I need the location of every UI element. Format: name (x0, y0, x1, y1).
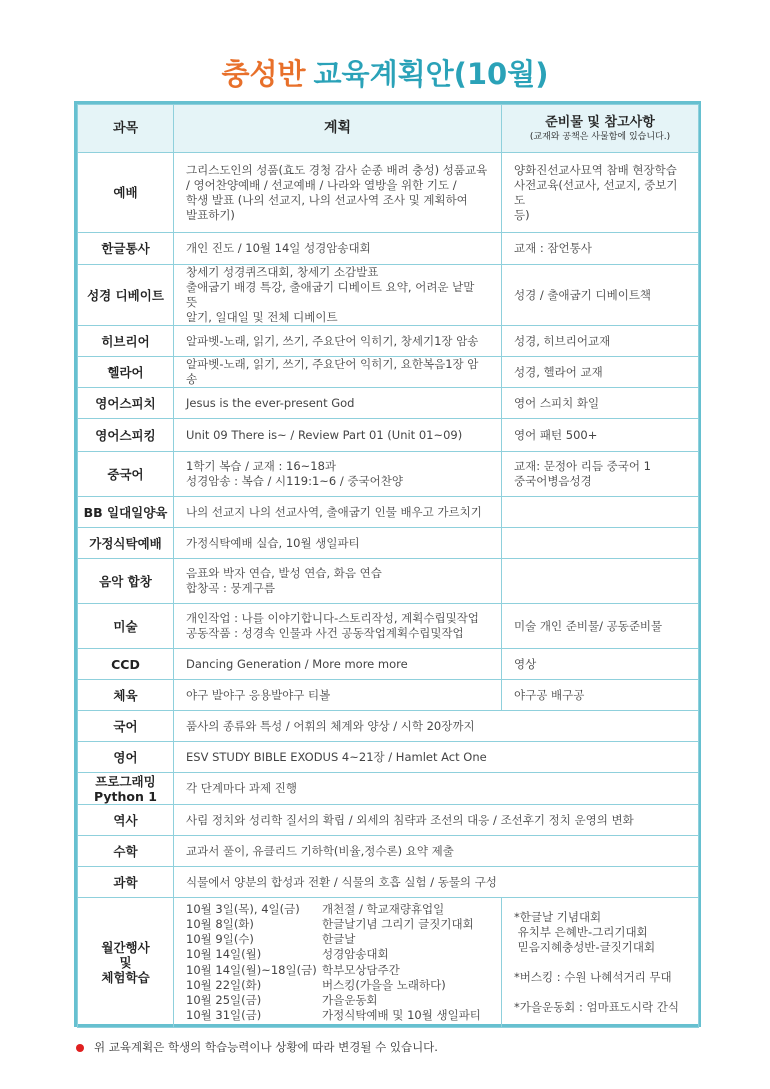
subject-line: 음악 합창 (99, 573, 152, 589)
materials-cell (502, 388, 699, 419)
table-row (78, 326, 699, 357)
subject-cell (78, 680, 174, 711)
plan-line: / 영어찬양예배 / 선교예배 / 나라와 열방을 위한 기도 / (186, 177, 457, 192)
schedule-date: 10월 22일(화) (186, 977, 262, 992)
table-row (78, 153, 699, 233)
subject-line: 헬라어 (107, 364, 144, 380)
plan-line: 사림 정치와 성리학 질서의 확립 / 외세의 침략과 조선의 대응 / 조선후기 정치 운영의 변화 (186, 812, 634, 827)
materials-cell (502, 559, 699, 604)
materials-line: 성경, 히브리어교재 (514, 333, 611, 348)
schedule-date: 10월 25일(금) (186, 992, 262, 1007)
subject-cell (78, 233, 174, 265)
table-row (78, 497, 699, 528)
schedule-item (186, 902, 489, 917)
subject-line: Python 1 (94, 788, 157, 804)
table-row (78, 559, 699, 604)
subject-line: 영어스피킹 (95, 427, 156, 443)
schedule-item (186, 932, 489, 947)
plan-cell (174, 357, 502, 388)
plan-line: Dancing Generation / More more more (186, 656, 408, 671)
table-row (78, 773, 699, 805)
schedule-item (186, 978, 489, 993)
materials-cell (502, 233, 699, 265)
plan-cell (174, 649, 502, 680)
plan-line: Unit 09 There is~ / Review Part 01 (Unit 01~09) (186, 427, 463, 442)
subject-cell (78, 773, 174, 805)
schedule-item (186, 947, 489, 962)
schedule-item (186, 993, 489, 1008)
schedule-event: 한글날 (322, 932, 356, 947)
plan-cell (174, 604, 502, 649)
table-row (78, 528, 699, 559)
subject-line: BB 일대일양육 (83, 504, 168, 520)
subject-line: 체육 (113, 687, 138, 703)
materials-cell (502, 419, 699, 452)
plan-line: 식물에서 양분의 합성과 전환 / 식물의 호흡 실험 / 동물의 구성 (186, 874, 497, 889)
subject-line: 영어스피치 (95, 395, 156, 411)
footnote-text: 위 교육계획은 학생의 학습능력이나 상황에 따라 변경될 수 있습니다. (94, 1040, 438, 1054)
events-row (78, 898, 699, 1028)
note-line: 유치부 은혜반-그리기대회 (514, 925, 648, 939)
subject-line: 예배 (113, 185, 138, 200)
plan-cell (174, 528, 502, 559)
plan-table-frame (74, 101, 701, 1027)
plan-line: 발표하기) (186, 207, 235, 222)
events-notes-cell (502, 898, 699, 1028)
plan-title: 교육계획안(10월) (313, 57, 549, 91)
materials-cell (502, 528, 699, 559)
subject-line: 한글통사 (101, 241, 150, 256)
note-line (514, 985, 686, 1000)
schedule-date: 10월 31일(금) (186, 1008, 262, 1023)
subject-line: CCD (111, 656, 140, 672)
materials-cell (502, 497, 699, 528)
plan-line: 창세기 성경퀴즈대회, 창세기 소감발표 (186, 265, 379, 279)
materials-cell (502, 153, 699, 233)
plan-cell (174, 836, 699, 867)
header-subject: 과목 (78, 105, 174, 153)
table-row (78, 388, 699, 419)
schedule-item (186, 917, 489, 932)
schedule-event: 개천절 / 학교재량휴업일 (322, 901, 445, 916)
schedule-item (186, 1008, 489, 1023)
table-row (78, 867, 699, 898)
class-name: 충성반 (221, 57, 306, 91)
schedule-date: 10월 14일(월) (186, 947, 262, 962)
table-row (78, 233, 699, 265)
schedule-date: 10월 8일(화) (186, 916, 254, 931)
materials-line: 중국어병음성경 (514, 474, 592, 488)
plan-line: 출애굽기 배경 특강, 출애굽기 디베이트 요약, 어려운 낱말 뜻 (186, 280, 475, 309)
note-line: *한글날 기념대회 (514, 910, 602, 924)
materials-line: 영어 패턴 500+ (514, 427, 598, 442)
schedule-list (186, 902, 489, 1024)
plan-line: 음표와 박자 연습, 발성 연습, 화음 연습 (186, 566, 382, 580)
subject-line: 과학 (113, 874, 138, 890)
subject-line: 프로그래밍 (95, 773, 156, 789)
subject-line: 히브리어 (101, 333, 150, 349)
subject-cell (78, 649, 174, 680)
schedule-event: 버스킹(가을을 노래하다) (322, 977, 446, 992)
schedule-date: 10월 9일(수) (186, 932, 254, 947)
plan-line: 개인 진도 / 10월 14일 성경암송대회 (186, 241, 371, 255)
subject-line: 중국어 (107, 466, 144, 482)
note-line: *가을운동회 : 엄마표도시락 간식 (514, 1000, 680, 1014)
bullet-dot-icon (76, 1044, 84, 1052)
plan-cell (174, 233, 502, 265)
plan-line: 성경암송 : 복습 / 시119:1~6 / 중국어찬양 (186, 474, 403, 488)
plan-line: ESV STUDY BIBLE EXODUS 4~21장 / Hamlet Act One (186, 749, 487, 764)
subject-cell (78, 559, 174, 604)
subject-cell (78, 836, 174, 867)
plan-line: 그리스도인의 성품(효도 경청 감사 순종 배려 충성) 성품교육 (186, 162, 488, 177)
subject-line: 영어 (113, 749, 138, 765)
note-line (514, 955, 686, 970)
plan-line: 알파벳-노래, 읽기, 쓰기, 주요단어 익히기, 요한복음1장 암송 (186, 357, 479, 386)
materials-line: 성경 / 출애굽기 디베이트책 (514, 287, 652, 302)
subject-cell (78, 805, 174, 836)
subject-cell (78, 326, 174, 357)
subject-line: 가정식탁예배 (89, 535, 162, 551)
table-row (78, 680, 699, 711)
plan-cell (174, 680, 502, 711)
materials-line: 영어 스피치 화일 (514, 395, 600, 410)
materials-cell (502, 357, 699, 388)
note-line: *버스킹 : 수원 나혜석거리 무대 (514, 970, 672, 984)
header-materials-note: (교재와 공책은 사물함에 있습니다.) (529, 132, 671, 142)
plan-line: Jesus is the ever-present God (186, 395, 355, 410)
table-row (78, 452, 699, 497)
schedule-item (186, 963, 489, 978)
plan-line: 교과서 풀이, 유클리드 기하학(비율,정수론) 요약 제출 (186, 843, 454, 858)
plan-cell (174, 711, 699, 742)
subject-line: 월간행사 (101, 940, 150, 955)
plan-line: 야구 발야구 응용발야구 티볼 (186, 687, 331, 702)
subject-cell (78, 711, 174, 742)
plan-cell (174, 153, 502, 233)
plan-cell (174, 452, 502, 497)
subject-cell (78, 497, 174, 528)
plan-line: 나의 선교지 나의 선교사역, 출애굽기 인물 배우고 가르치기 (186, 504, 482, 519)
header-materials-title: 준비물 및 참고사항 (545, 115, 655, 130)
materials-line: 사전교육(선교사, 선교지, 중보기도 (514, 177, 678, 207)
subject-cell (78, 898, 174, 1028)
schedule-cell (174, 898, 502, 1028)
table-row (78, 604, 699, 649)
schedule-event: 성경암송대회 (322, 947, 389, 962)
schedule-event: 한글날기념 그리기 글짓기대회 (322, 916, 474, 931)
subject-cell (78, 867, 174, 898)
plan-line: 알파벳-노래, 읽기, 쓰기, 주요단어 익히기, 창세기1장 암송 (186, 333, 479, 348)
table-header-row (78, 105, 699, 153)
plan-cell (174, 265, 502, 326)
note-line: 믿음지혜충성반-글짓기대회 (514, 940, 656, 954)
plan-cell (174, 742, 699, 773)
subject-cell (78, 528, 174, 559)
subject-cell (78, 265, 174, 326)
table-row (78, 419, 699, 452)
subject-line: 수학 (113, 843, 138, 859)
plan-table (77, 104, 699, 1028)
subject-cell (78, 153, 174, 233)
table-row (78, 742, 699, 773)
subject-cell (78, 388, 174, 419)
plan-line: 품사의 종류와 특성 / 어휘의 체계와 양상 / 시학 20장까지 (186, 718, 475, 733)
table-row (78, 357, 699, 388)
materials-line: 성경, 헬라어 교재 (514, 364, 603, 379)
materials-line: 양화진선교사묘역 참배 현장학습 (514, 162, 677, 177)
subject-cell (78, 742, 174, 773)
page-title (0, 52, 770, 93)
subject-cell (78, 452, 174, 497)
plan-line: 공동작품 : 성경속 인물과 사건 공동작업계획수립및작업 (186, 626, 464, 640)
header-plan: 계획 (174, 105, 502, 153)
materials-line: 야구공 배구공 (514, 687, 585, 702)
materials-cell (502, 649, 699, 680)
plan-cell (174, 388, 502, 419)
plan-line: 학생 발표 (나의 선교지, 나의 선교사역 조사 및 계획하여 (186, 192, 468, 207)
materials-line: 교재: 문정아 리듬 중국어 1 (514, 459, 651, 473)
materials-cell (502, 452, 699, 497)
plan-line: 1학기 복습 / 교재 : 16~18과 (186, 459, 337, 473)
materials-cell (502, 680, 699, 711)
subject-line: 미술 (113, 618, 138, 634)
materials-line: 영상 (514, 656, 537, 671)
table-row (78, 265, 699, 326)
subject-cell (78, 604, 174, 649)
table-row (78, 805, 699, 836)
schedule-event: 학부모상담주간 (322, 962, 400, 977)
plan-cell (174, 867, 699, 898)
materials-cell (502, 604, 699, 649)
subject-line: 역사 (113, 812, 138, 828)
footnote (76, 1039, 438, 1055)
subject-cell (78, 357, 174, 388)
plan-cell (174, 773, 699, 805)
schedule-date: 10월 14일(월)~18일(금) (186, 962, 317, 977)
subject-cell (78, 419, 174, 452)
plan-cell (174, 805, 699, 836)
plan-line: 개인작업 : 나를 이야기합니다-스토리작성, 계획수립및작업 (186, 611, 479, 625)
plan-line: 가정식탁예배 실습, 10월 생일파티 (186, 535, 360, 550)
subject-line: 성경 디베이트 (87, 287, 164, 303)
subject-line: 체험학습 (101, 970, 150, 985)
plan-cell (174, 559, 502, 604)
materials-line: 등) (514, 207, 530, 222)
schedule-event: 가을운동회 (322, 992, 378, 1007)
plan-cell (174, 419, 502, 452)
subject-line: 및 (119, 955, 132, 970)
schedule-date: 10월 3일(목), 4일(금) (186, 901, 300, 916)
table-row (78, 649, 699, 680)
materials-line: 교재 : 잠언통사 (514, 241, 592, 255)
table-row (78, 711, 699, 742)
materials-cell (502, 326, 699, 357)
subject-line: 국어 (113, 718, 138, 734)
plan-cell (174, 497, 502, 528)
plan-line: 각 단계마다 과제 진행 (186, 781, 297, 795)
plan-cell (174, 326, 502, 357)
plan-line: 알기, 일대일 및 전체 디베이트 (186, 310, 338, 324)
materials-line: 미술 개인 준비물/ 공동준비물 (514, 618, 663, 633)
header-materials (502, 105, 699, 153)
plan-line: 합창곡 : 뭉게구름 (186, 581, 275, 595)
table-row (78, 836, 699, 867)
materials-cell (502, 265, 699, 326)
schedule-event: 가정식탁예배 및 10월 생일파티 (322, 1008, 481, 1023)
